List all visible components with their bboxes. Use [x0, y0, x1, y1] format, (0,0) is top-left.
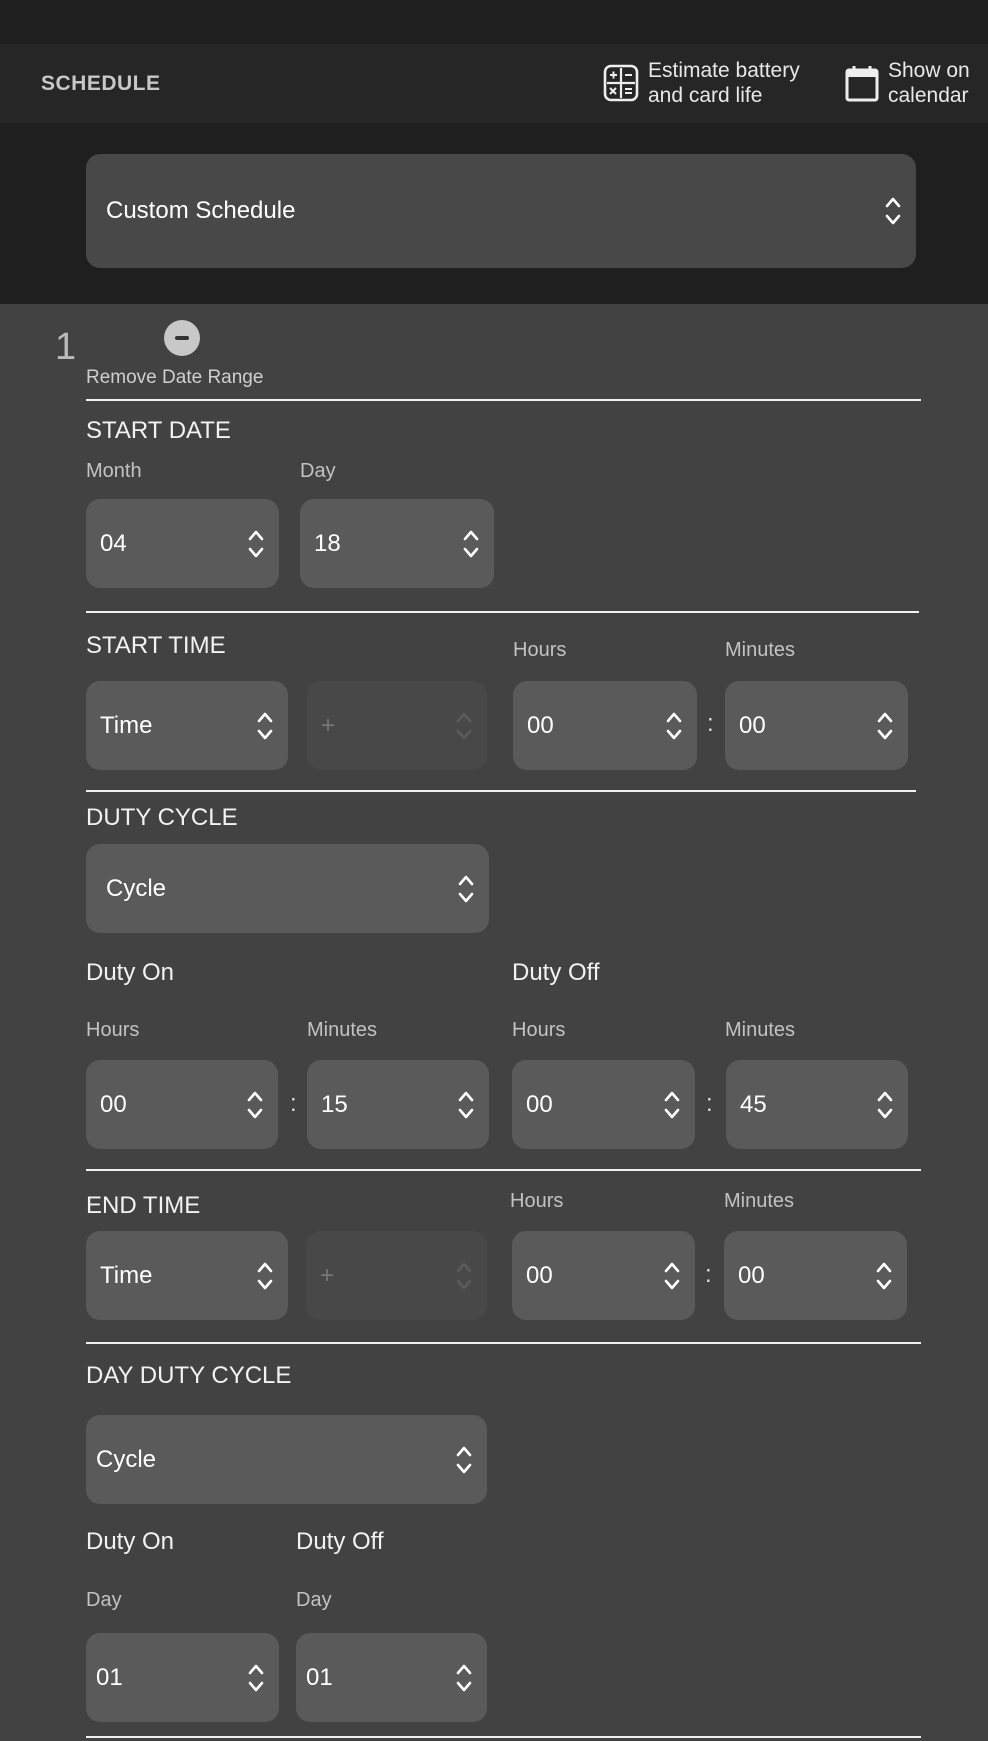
end-time-offset-select[interactable]	[306, 1231, 487, 1320]
duty-on-label: Duty On	[86, 959, 175, 986]
hours-label: Hours	[510, 1190, 564, 1212]
day-label: Day	[296, 1589, 332, 1611]
day-duty-off-label: Duty Off	[296, 1528, 384, 1555]
start-minutes-select[interactable]	[725, 681, 908, 770]
divider	[86, 611, 919, 613]
remove-range-button[interactable]	[164, 320, 200, 356]
duty-cycle-type-select[interactable]	[86, 844, 489, 933]
end-time-offset-value: +	[320, 1261, 335, 1289]
month-label: Month	[86, 460, 142, 482]
duty-off-minutes-select[interactable]	[726, 1060, 908, 1149]
day-duty-cycle-heading: DAY DUTY CYCLE	[86, 1362, 292, 1389]
end-hours-value: 00	[526, 1261, 553, 1289]
chevron-updown-icon	[247, 527, 265, 561]
estimate-label-line1: Estimate battery	[648, 59, 800, 82]
duty-off-hours-select[interactable]	[512, 1060, 695, 1149]
chevron-updown-icon	[246, 1088, 264, 1122]
start-month-value: 04	[100, 529, 127, 557]
start-minutes-value: 00	[739, 711, 766, 739]
colon: :	[706, 1090, 713, 1117]
start-hours-select[interactable]	[513, 681, 697, 770]
show-on-calendar-button[interactable]	[845, 58, 970, 108]
duty-on-hours-select[interactable]	[86, 1060, 278, 1149]
day-duty-off-value: 01	[306, 1663, 333, 1691]
start-time-heading: START TIME	[86, 632, 226, 659]
duty-cycle-heading: DUTY CYCLE	[86, 804, 238, 831]
end-time-heading: END TIME	[86, 1192, 201, 1219]
colon: :	[705, 1261, 712, 1288]
chevron-updown-icon	[256, 709, 274, 743]
colon: :	[290, 1090, 297, 1117]
start-time-type-select[interactable]	[86, 681, 288, 770]
calendar-icon	[845, 64, 879, 102]
minutes-label: Minutes	[725, 639, 796, 661]
end-time-type-value: Time	[100, 1261, 153, 1289]
minutes-label: Minutes	[725, 1019, 796, 1041]
estimate-battery-button[interactable]	[603, 58, 800, 108]
divider	[86, 1169, 921, 1171]
chevron-updown-icon	[875, 1259, 893, 1293]
calendar-label-line1: Show on	[888, 59, 970, 82]
start-time-offset-select[interactable]	[307, 681, 487, 770]
start-hours-value: 00	[527, 711, 554, 739]
chevron-updown-icon	[884, 194, 902, 228]
end-hours-select[interactable]	[512, 1231, 695, 1320]
chevron-updown-icon	[455, 1443, 473, 1477]
divider	[86, 790, 916, 792]
divider	[86, 1342, 921, 1344]
calendar-label-line2: calendar	[888, 84, 969, 107]
divider	[86, 1736, 921, 1738]
day-duty-off-select[interactable]	[296, 1633, 487, 1722]
chevron-updown-icon	[247, 1661, 265, 1695]
start-time-offset-value: +	[321, 711, 336, 739]
day-duty-on-value: 01	[96, 1663, 123, 1691]
day-duty-on-select[interactable]	[86, 1633, 279, 1722]
day-label: Day	[86, 1589, 122, 1611]
start-date-heading: START DATE	[86, 417, 231, 444]
start-month-select[interactable]	[86, 499, 279, 588]
minutes-label: Minutes	[724, 1190, 795, 1212]
end-minutes-select[interactable]	[724, 1231, 907, 1320]
chevron-updown-icon	[455, 709, 473, 743]
minus-icon	[175, 336, 189, 340]
duty-off-minutes-value: 45	[740, 1090, 767, 1118]
minutes-label: Minutes	[307, 1019, 378, 1041]
chevron-updown-icon	[457, 1088, 475, 1122]
chevron-updown-icon	[457, 872, 475, 906]
calculator-icon	[603, 64, 639, 102]
hours-label: Hours	[512, 1019, 566, 1041]
chevron-updown-icon	[462, 527, 480, 561]
duty-off-hours-value: 00	[526, 1090, 553, 1118]
duty-on-hours-value: 00	[100, 1090, 127, 1118]
schedule-type-select[interactable]	[86, 154, 916, 268]
duty-off-label: Duty Off	[512, 959, 600, 986]
end-minutes-value: 00	[738, 1261, 765, 1289]
chevron-updown-icon	[663, 1259, 681, 1293]
end-time-type-select[interactable]	[86, 1231, 288, 1320]
start-day-value: 18	[314, 529, 341, 557]
hours-label: Hours	[513, 639, 567, 661]
day-duty-cycle-type-value: Cycle	[96, 1445, 157, 1473]
remove-range-label[interactable]: Remove Date Range	[86, 367, 264, 388]
chevron-updown-icon	[876, 709, 894, 743]
duty-on-minutes-value: 15	[321, 1090, 348, 1118]
chevron-updown-icon	[455, 1661, 473, 1695]
estimate-label-line2: and card life	[648, 84, 763, 107]
chevron-updown-icon	[256, 1259, 274, 1293]
status-bar	[0, 0, 988, 44]
chevron-updown-icon	[455, 1259, 473, 1293]
chevron-updown-icon	[663, 1088, 681, 1122]
page-title: SCHEDULE	[41, 72, 161, 95]
range-index: 1	[55, 326, 77, 368]
divider	[86, 399, 921, 401]
colon: :	[707, 710, 714, 737]
schedule-type-value: Custom Schedule	[106, 197, 296, 224]
hours-label: Hours	[86, 1019, 140, 1041]
day-duty-on-label: Duty On	[86, 1528, 175, 1555]
day-label: Day	[300, 460, 336, 482]
day-duty-cycle-type-select[interactable]	[86, 1415, 487, 1504]
chevron-updown-icon	[665, 709, 683, 743]
chevron-updown-icon	[876, 1088, 894, 1122]
duty-on-minutes-select[interactable]	[307, 1060, 489, 1149]
duty-cycle-type-value: Cycle	[106, 874, 167, 902]
start-time-type-value: Time	[100, 711, 153, 739]
start-day-select[interactable]	[300, 499, 494, 588]
